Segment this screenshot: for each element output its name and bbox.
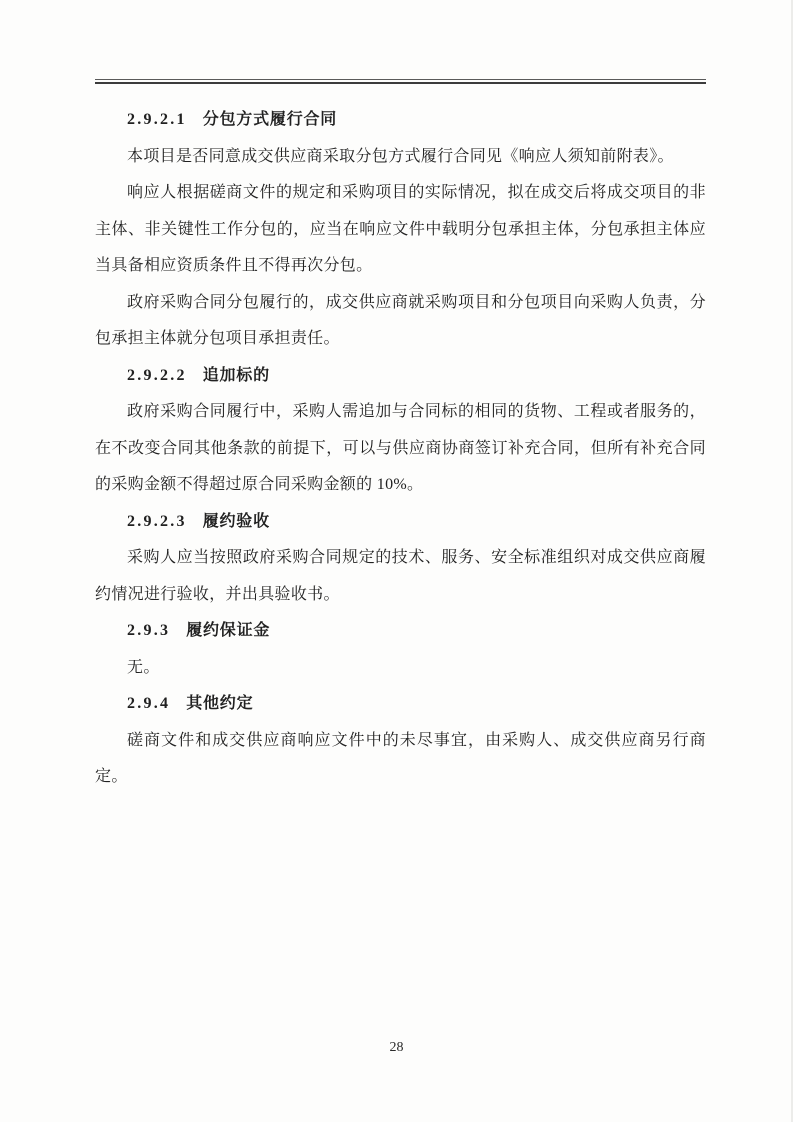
- heading-number: 2.9.2.1: [127, 111, 187, 128]
- section-heading-2-9-2-2: [95, 358, 706, 395]
- heading-number: 2.9.2.2: [127, 366, 187, 384]
- heading-title: 分包方式履行合同: [202, 111, 338, 128]
- heading-number: 2.9.3: [127, 622, 171, 639]
- page-number: 28: [389, 1040, 404, 1055]
- heading-title: 其他约定: [186, 695, 254, 712]
- paragraph: 磋商文件和成交供应商响应文件中的未尽事宜，由采购人、成交供应商另行商定。: [95, 731, 706, 785]
- page-content: [95, 102, 706, 796]
- header-rule: [95, 79, 706, 84]
- heading-title: 履约验收: [202, 512, 270, 530]
- section-heading-2-9-2-3: [95, 504, 706, 541]
- heading-title: 追加标的: [202, 366, 270, 384]
- heading-title: 履约保证金: [186, 622, 271, 639]
- paragraph: 响应人根据磋商文件的规定和采购项目的实际情况，拟在成交后将成交项目的非主体、非关键性工作分包的，应当在响应文件中载明分包承担主体，分包承担主体应当具备相应资质条件且不得再次分包。: [95, 184, 706, 274]
- paragraph: 政府采购合同履行中，采购人需追加与合同标的相同的货物、工程或者服务的，在不改变合同其他条款的前提下，可以与供应商协商签订补充合同，但所有补充合同的采购金额不得超过原合同采购金额的 10%。: [95, 403, 706, 493]
- section-heading-2-9-3: [95, 613, 706, 650]
- paragraph: 本项目是否同意成交供应商采取分包方式履行合同见《响应人须知前附表》。: [127, 147, 674, 165]
- paragraph: 采购人应当按照政府采购合同规定的技术、服务、安全标准组织对成交供应商履约情况进行验收，并出具验收书。: [95, 549, 706, 603]
- heading-number: 2.9.2.3: [127, 512, 187, 530]
- paragraph: 无。: [127, 658, 160, 676]
- section-heading-2-9-4: [95, 686, 706, 723]
- paragraph: 政府采购合同分包履行的，成交供应商就采购项目和分包项目向采购人负责，分包承担主体就分包项目承担责任。: [95, 293, 706, 347]
- heading-number: 2.9.4: [127, 695, 171, 712]
- section-heading-2-9-2-1: [95, 102, 706, 139]
